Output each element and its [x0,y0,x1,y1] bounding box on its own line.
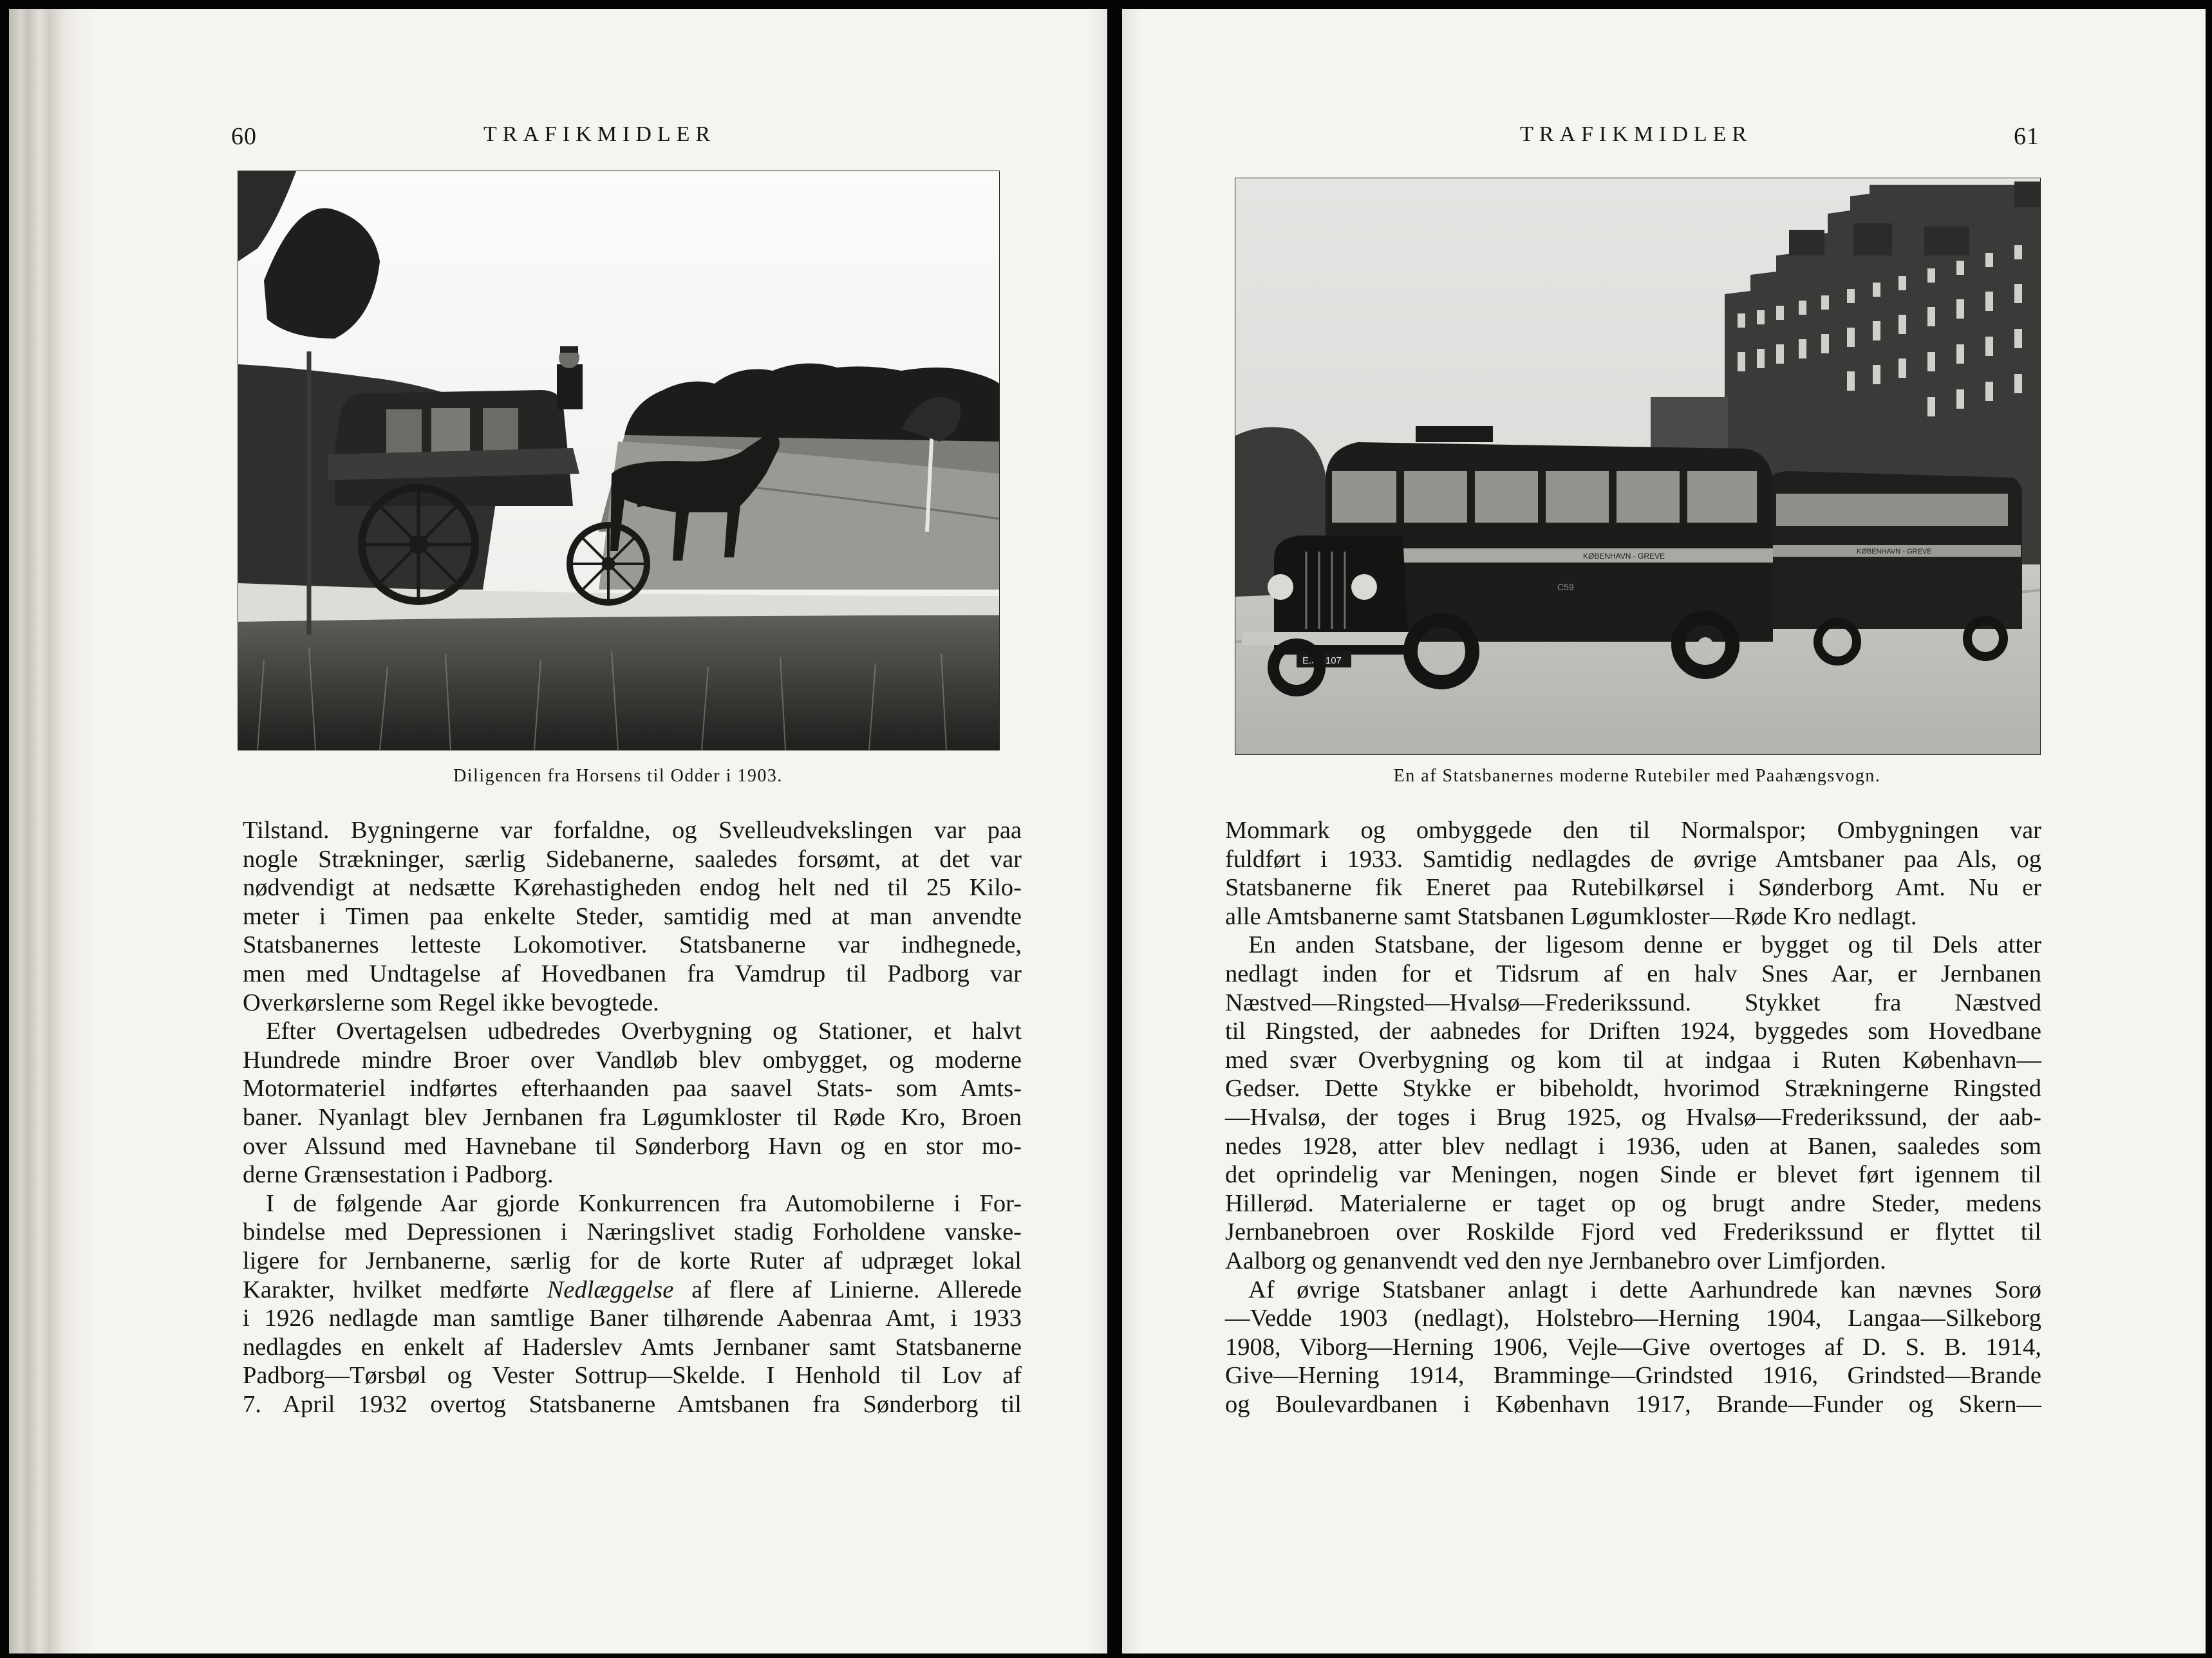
text-line: Padborg—Tørsbøl og Vester Sottrup—Skelde. I Henhold til Lov af [243,1362,1022,1390]
figure-caption: En af Statsbanernes moderne Rutebiler med Paahængsvogn. [1393,766,1881,786]
text-line: 1908, Viborg—Herning 1906, Vejle—Give overtoges af D. S. B. 1914, [1225,1333,2041,1361]
text-line: En anden Statsbane, der ligesom denne er bygget og til Dels atter [1248,931,2041,959]
text-line: 7. April 1932 overtog Statsbanerne Amtsbanen fra Sønderborg til [243,1390,1022,1418]
text-line: alle Amtsbanerne samt Statsbanen Løgumkloster—Røde Kro nedlagt. [1225,902,1917,930]
text-line: Tilstand. Bygningerne var forfaldne, og Svelleudvekslingen var paa [243,817,1022,844]
text-line: nedlagt inden for et Tidsrum af en halv Snes Aar, er Jernbanen [1225,960,2041,987]
text-line: over Alssund med Havnebane til Sønderborg Havn og en stor mo- [243,1132,1022,1160]
stagecoach-photo [238,171,1000,750]
text-line: meter i Timen paa enkelte Steder, samtidig med at man anvendte [243,902,1022,930]
text-line: Statsbanerne fik Eneret paa Rutebilkørsel i Sønderborg Amt. Nu er [1225,874,2041,902]
text-line: Give—Herning 1914, Bramminge—Grindsted 1916, Grindsted—Brande [1225,1362,2041,1390]
text-line: baner. Nyanlagt blev Jernbanen fra Løgumkloster til Røde Kro, Broen [243,1103,1022,1131]
text-line: Jernbanebroen over Roskilde Fjord ved Frederikssund er flyttet til [1225,1218,2041,1246]
text-line: det oprindelig var Meningen, nogen Sinde er blevet ført igennem til [1225,1161,2041,1189]
license-plate: E.30-107 [1302,655,1342,666]
body-text [243,816,1022,1419]
page-number: 60 [231,123,257,150]
trailer-destination-sign: KØBENHAVN - GREVE [1857,548,1932,555]
text-line: I de følgende Aar gjorde Konkurrencen fra Automobilerne i For- [266,1189,1022,1217]
bus-destination-sign: KØBENHAVN - GREVE [1583,552,1665,561]
running-head: TRAFIKMIDLER [1520,122,1753,146]
text-line: derne Grænsestation i Padborg. [243,1161,554,1189]
figure-caption: Diligencen fra Horsens til Odder i 1903. [453,766,783,786]
gutter-shadow [1122,9,1141,1653]
left-page [9,9,1107,1653]
right-page [1122,9,2206,1653]
bus-illustration [1235,178,2040,754]
text-line: fuldført i 1933. Samtidig nedlagdes de øvrige Amtsbaner paa Als, og [1225,845,2041,873]
text-line: —Vedde 1903 (nedlagt), Holstebro—Herning 1904, Langaa—Silkeborg [1225,1305,2041,1332]
text-line: nødvendigt at nedsætte Kørehastigheden endog helt ned til 25 Kilo- [243,874,1022,902]
stagecoach-illustration [238,171,999,750]
body-text [1225,816,2041,1419]
text-line: Næstved—Ringsted—Hvalsø—Frederikssund. Stykket fra Næstved [1225,989,2041,1016]
text-line: Karakter, hvilket medførte Nedlæggelse af flere af Linierne. Allerede [243,1276,1022,1303]
text-line: —Hvalsø, der toges i Brug 1925, og Hvalsø—Frederikssund, der aab- [1225,1103,2041,1131]
text-line: nedlagdes en enkelt af Haderslev Amts Jernbaner samt Statsbanerne [243,1333,1022,1361]
text-line: Statsbanernes letteste Lokomotiver. Statsbanerne var indhegnede, [243,931,1022,959]
text-line: Af øvrige Statsbaner anlagt i dette Aarhundrede kan nævnes Sorø [1248,1276,2041,1303]
text-line: ligere for Jernbanerne, særlig for de korte Ruter af udpræget lokal [243,1247,1022,1274]
text-line: i 1926 nedlagde man samtlige Baner tilhørende Aabenraa Amt, i 1933 [243,1305,1022,1332]
text-line: nedes 1928, atter blev nedlagt i 1936, uden at Banen, saaledes som [1225,1132,2041,1160]
bus-fleet-number: C59 [1557,582,1574,592]
text-line: Hundrede mindre Broer over Vandløb blev ombygget, og moderne [243,1046,1022,1074]
text-line: med svær Overbygning og kom til at indgaa i Ruten København— [1225,1046,2041,1074]
page-stack-edge [9,9,96,1653]
gutter-shadow [1088,9,1107,1653]
text-line: til Ringsted, der aabnedes for Driften 1924, byggedes som Hovedbane [1225,1018,2041,1045]
text-line: Aalborg og genanvendt ved den nye Jernbanebro over Limfjorden. [1225,1247,1886,1274]
text-line: men med Undtagelse af Hovedbanen fra Vamdrup til Padborg var [243,960,1022,987]
emphasized-word: Nedlæggelse [547,1276,674,1303]
text-line: Motormateriel indførtes efterhaanden paa saavel Stats- som Amts- [243,1075,1022,1103]
page-number: 61 [2014,123,2039,150]
text-line: Hillerød. Materialerne er taget op og brugt andre Steder, medens [1225,1189,2041,1217]
running-head: TRAFIKMIDLER [483,122,717,146]
text-line: nogle Strækninger, særlig Sidebanerne, saaledes forsømt, at det var [243,845,1022,873]
text-line: Mommark og ombyggede den til Normalspor; Ombygningen var [1225,817,2041,844]
text-line: og Boulevardbanen i København 1917, Brande—Funder og Skern— [1225,1390,2041,1418]
bus-photo [1235,178,2041,755]
text-line: Overkørslerne som Regel ikke bevogtede. [243,989,659,1016]
text-line: Efter Overtagelsen udbedredes Overbygning og Stationer, et halvt [266,1018,1022,1045]
text-line: Gedser. Dette Stykke er bibeholdt, hvorimod Strækningerne Ringsted [1225,1075,2041,1103]
text-line: bindelse med Depressionen i Næringslivet stadig Forholdene vanske- [243,1218,1022,1246]
